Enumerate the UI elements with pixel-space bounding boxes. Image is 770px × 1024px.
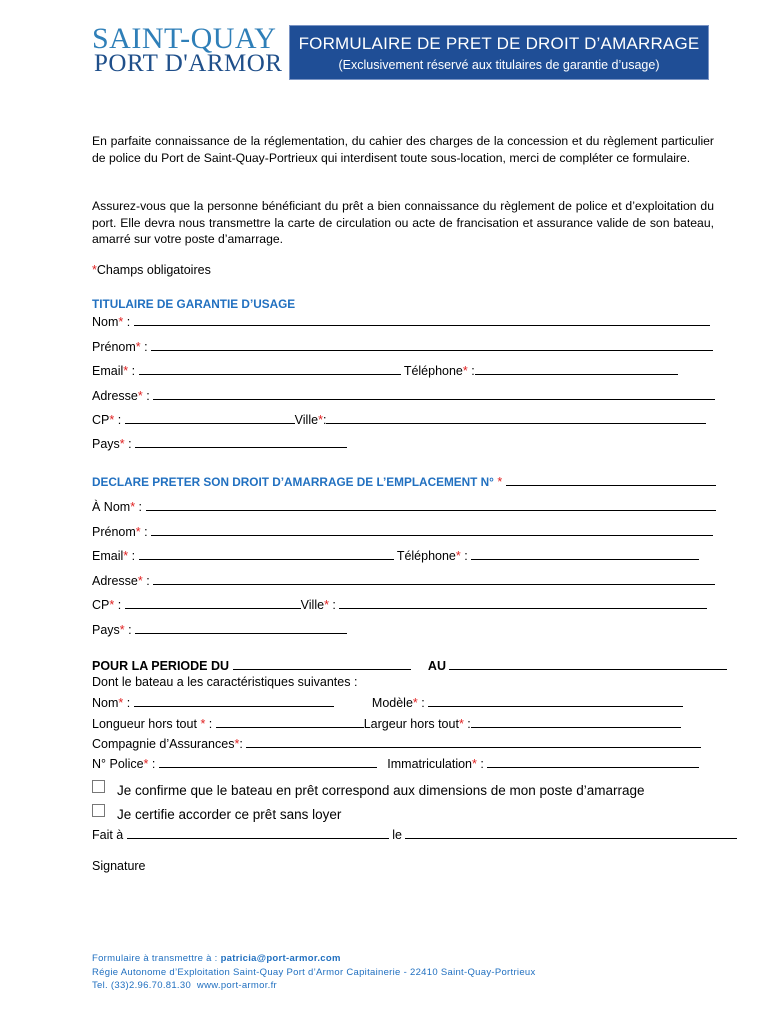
longueur-label: Longueur hors tout	[92, 717, 197, 731]
police-label: N° Police	[92, 757, 144, 771]
required-star: *	[130, 500, 136, 514]
required-star: *	[472, 757, 477, 771]
emplacement-number-field[interactable]	[506, 473, 716, 486]
signature-label: Signature	[92, 859, 146, 873]
s2-cp-ville-row: CP* : Ville* :	[92, 596, 707, 612]
required-star: *	[412, 696, 418, 710]
section-declare-row	[92, 473, 716, 489]
required-star: *	[137, 574, 143, 588]
s2-prenom-field[interactable]	[151, 523, 713, 536]
confirm-dimensions-label: Je confirme que le bateau en prêt correspond aux dimensions de mon poste d’amarrage	[117, 783, 645, 798]
s1-email-label: Email	[92, 364, 124, 378]
certify-no-rent-checkbox[interactable]	[92, 804, 105, 817]
logo-line1: SAINT-QUAY	[92, 22, 277, 55]
s1-nom-row: Nom* :	[92, 313, 710, 329]
s1-prenom-field[interactable]	[151, 338, 713, 351]
intro-paragraph-2: Assurez-vous que la personne bénéficiant du prêt a bien connaissance du règlement de police et d’exploitation du port. Elle devra nous transmettre la carte de circulation ou acte de francisation et assurance valide de son bateau, amarré sur votre poste d’amarrage.	[92, 199, 714, 246]
s2-email-row: Email* : Téléphone* :	[92, 547, 699, 563]
confirm-dimensions-checkbox[interactable]	[92, 780, 105, 793]
s1-prenom-label: Prénom	[92, 340, 136, 354]
s2-telephone-field[interactable]	[471, 547, 699, 560]
required-star: *	[135, 340, 141, 354]
s1-pays-label: Pays	[92, 437, 120, 451]
fait-label: Fait à	[92, 828, 124, 842]
certify-no-rent-row	[92, 804, 342, 822]
s1-adresse-field[interactable]	[153, 387, 715, 400]
s1-email-row: Email* : Téléphone* :	[92, 362, 678, 378]
footer-tel: Tel. (33)2.96.70.81.30	[92, 980, 192, 991]
required-star: *	[234, 737, 240, 751]
s1-telephone-label: Téléphone	[403, 364, 463, 378]
footer-email-link[interactable]: patricia@port-armor.com	[220, 953, 341, 964]
required-star: *	[118, 696, 124, 710]
s1-pays-field[interactable]	[135, 435, 347, 448]
s2-ville-field[interactable]	[339, 596, 707, 609]
confirm-dimensions-row	[92, 780, 645, 798]
periode-label: POUR LA PERIODE DU	[92, 659, 230, 673]
largeur-field[interactable]	[471, 715, 681, 728]
intro-paragraph-1: En parfaite connaissance de la réglementation, du cahier des charges de la concession et du règlement particulier de police du Port de Saint-Quay-Portrieux qui interdisent toute sous-location, merci de compléter ce formulaire.	[92, 134, 714, 165]
footer-website-link[interactable]: www.port-armor.fr	[196, 980, 277, 991]
compagnie-field[interactable]	[246, 735, 701, 748]
footer-line-2: Régie Autonome d’Exploitation Saint-Quay Port d’Armor Capitainerie - 22410 Saint-Quay-Portrieux	[92, 967, 536, 978]
required-star: *	[324, 598, 329, 612]
required-star: *	[137, 389, 143, 403]
required-star: *	[109, 598, 115, 612]
fait-row	[92, 826, 737, 842]
form-title: FORMULAIRE DE PRET DE DROIT D’AMARRAGE	[298, 34, 700, 53]
s1-nom-label: Nom	[92, 315, 119, 329]
required-star: *	[497, 475, 503, 489]
s2-adresse-field[interactable]	[153, 572, 715, 585]
compagnie-row: Compagnie d’Assurances*:	[92, 735, 701, 751]
periode-au-field[interactable]	[449, 657, 727, 670]
s2-cp-label: CP	[92, 598, 110, 612]
bateau-nom-field[interactable]	[134, 694, 334, 707]
s1-cp-field[interactable]	[125, 411, 295, 424]
footer-line-1	[92, 953, 341, 964]
immatriculation-field[interactable]	[487, 755, 699, 768]
required-star: *	[135, 525, 141, 539]
required-star: *	[458, 717, 464, 731]
date-field[interactable]	[405, 826, 737, 839]
s1-telephone-field[interactable]	[475, 362, 678, 375]
s2-pays-row: Pays* :	[92, 621, 347, 637]
form-subtitle: (Exclusivement réservé aux titulaires de garantie d’usage)	[338, 58, 660, 72]
s2-adresse-row: Adresse* :	[92, 572, 715, 588]
compagnie-label: Compagnie d’Assurances	[92, 737, 235, 751]
s1-pays-row: Pays* :	[92, 435, 347, 451]
s1-adresse-row: Adresse* :	[92, 387, 715, 403]
section-declare-heading: DECLARE PRETER SON DROIT D’AMARRAGE DE L’EMPLACEMENT N°	[92, 475, 494, 489]
s2-adresse-label: Adresse	[92, 574, 138, 588]
longueur-field[interactable]	[216, 715, 364, 728]
s1-cp-ville-row: CP* : Ville*:	[92, 411, 706, 427]
required-star: *	[318, 413, 323, 427]
required-star: *	[123, 364, 129, 378]
section-titulaire-heading: TITULAIRE DE GARANTIE D’USAGE	[92, 297, 296, 311]
s2-prenom-row: Prénom* :	[92, 523, 713, 539]
required-note	[92, 263, 211, 277]
s1-cp-label: CP	[92, 413, 110, 427]
logo-line2: PORT D'ARMOR	[94, 50, 283, 77]
police-immat-row: N° Police* : Immatriculation* :	[92, 755, 699, 771]
required-star: *	[123, 549, 129, 563]
modele-field[interactable]	[428, 694, 683, 707]
modele-label: Modèle	[371, 696, 413, 710]
immatriculation-label: Immatriculation	[387, 757, 473, 771]
s2-nom-field[interactable]	[146, 498, 716, 511]
required-star: *	[462, 364, 468, 378]
required-star: *	[119, 437, 125, 451]
bateau-nom-label: Nom	[92, 696, 119, 710]
s1-ville-label: Ville	[294, 413, 319, 427]
fait-a-field[interactable]	[127, 826, 389, 839]
periode-row	[92, 657, 727, 673]
s2-telephone-label: Téléphone	[396, 549, 456, 563]
required-star: *	[119, 623, 125, 637]
s2-prenom-label: Prénom	[92, 525, 136, 539]
required-star: *	[143, 757, 149, 771]
certify-no-rent-label: Je certifie accorder ce prêt sans loyer	[117, 807, 342, 822]
police-field[interactable]	[159, 755, 377, 768]
largeur-label: Largeur hors tout	[363, 717, 459, 731]
bateau-intro: Dont le bateau a les caractéristiques suivantes :	[92, 675, 358, 689]
footer-prefix: Formulaire à transmettre à :	[92, 953, 218, 964]
s2-email-field[interactable]	[139, 547, 394, 560]
required-star: *	[118, 315, 124, 329]
s1-prenom-row: Prénom* :	[92, 338, 713, 354]
s2-pays-field[interactable]	[135, 621, 347, 634]
footer-line-3	[92, 980, 277, 991]
required-star: *	[92, 263, 97, 277]
s1-adresse-label: Adresse	[92, 389, 138, 403]
form-title-banner	[289, 25, 709, 80]
saint-quay-logo	[92, 22, 283, 78]
s2-cp-field[interactable]	[125, 596, 301, 609]
periode-du-field[interactable]	[233, 657, 411, 670]
s2-ville-label: Ville	[300, 598, 325, 612]
le-label: le	[392, 828, 402, 842]
required-star: *	[200, 717, 206, 731]
s1-ville-field[interactable]	[326, 411, 706, 424]
s2-nom-row: À Nom* :	[92, 498, 716, 514]
s2-a-nom-label: À Nom	[92, 500, 131, 514]
s2-pays-label: Pays	[92, 623, 120, 637]
bateau-nom-modele-row: Nom* : Modèle* :	[92, 694, 683, 710]
required-star: *	[455, 549, 461, 563]
required-star: *	[109, 413, 115, 427]
longueur-largeur-row: Longueur hors tout * : Largeur hors tout* :	[92, 715, 681, 731]
s1-email-field[interactable]	[139, 362, 401, 375]
au-label: AU	[427, 659, 446, 673]
s2-email-label: Email	[92, 549, 124, 563]
required-text: Champs obligatoires	[96, 263, 211, 277]
s1-nom-field[interactable]	[134, 313, 710, 326]
